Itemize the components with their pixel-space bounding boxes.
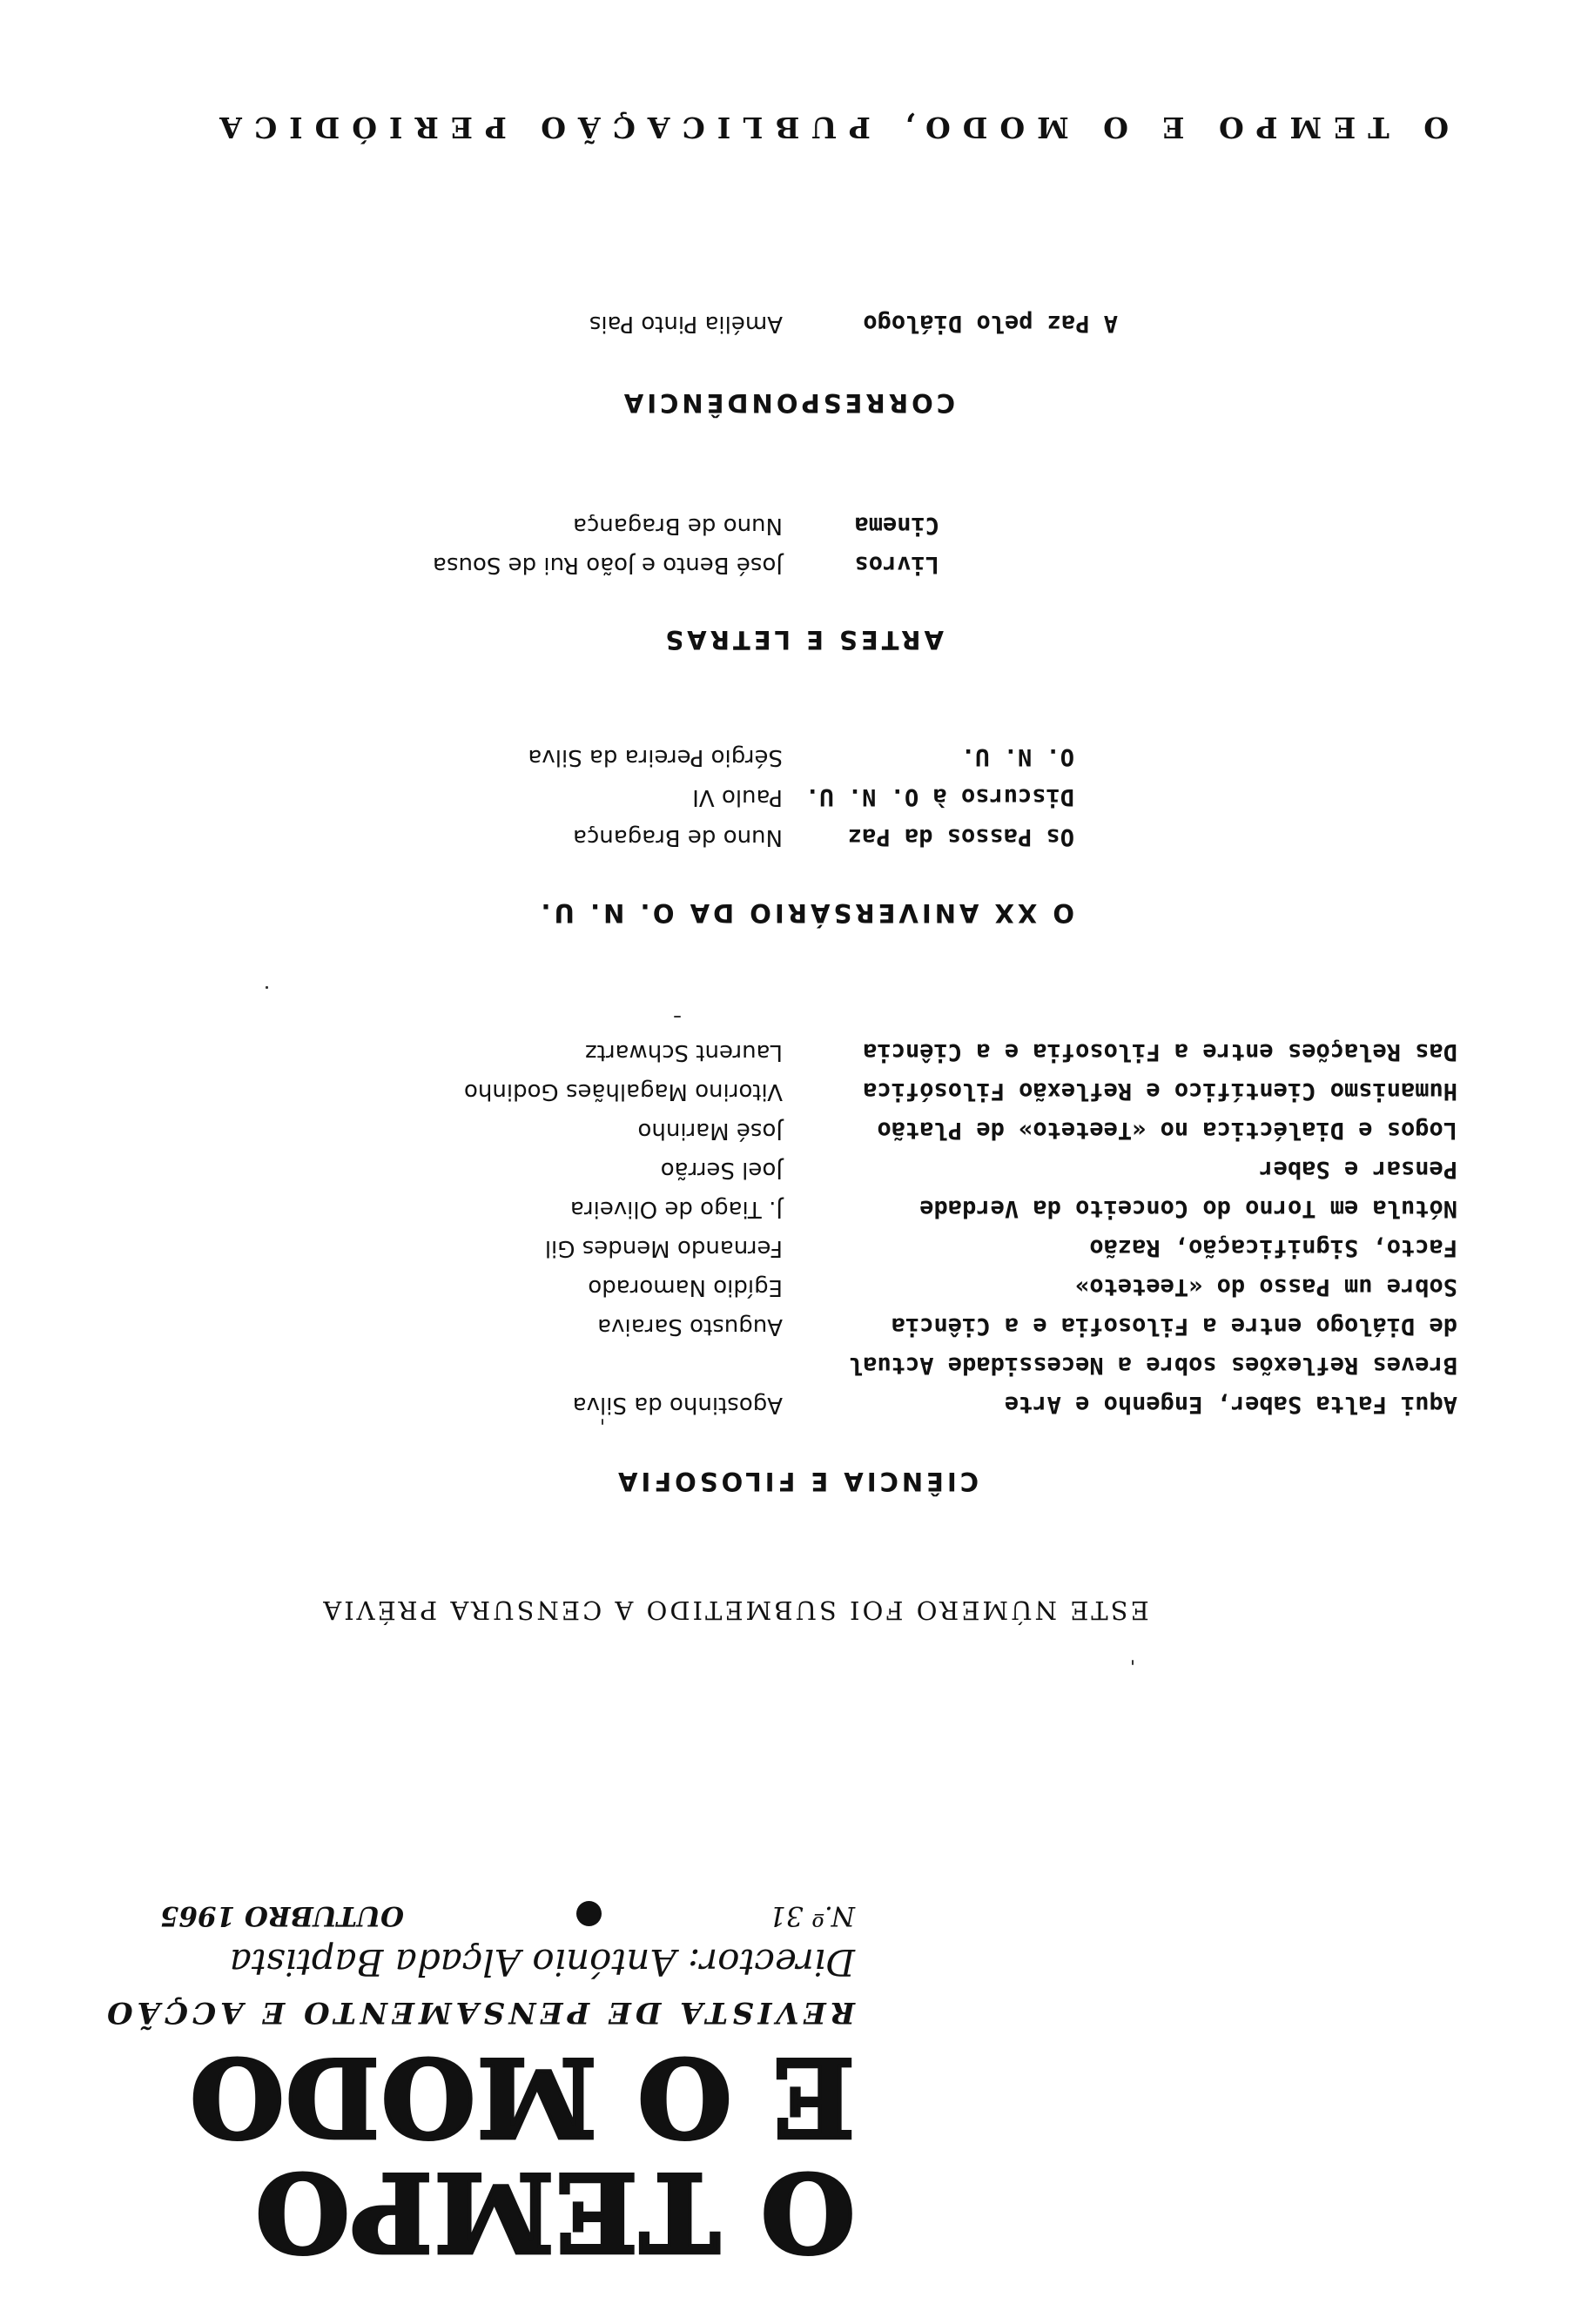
censorship-notice: ESTE NÚMERO FOI SUBMETIDO A CENSURA PRÉVIA	[320, 1595, 1149, 1625]
issue-date: OUTUBRO 1965	[159, 1900, 404, 1931]
article-title: Sobre um Passo do «Teeteto»	[1075, 1273, 1457, 1300]
article-title: Pensar e Saber	[1259, 1156, 1457, 1183]
article-author: Joel Serrão	[660, 1157, 783, 1183]
article-title: O. N. U.	[960, 743, 1074, 770]
footer-publication-line: O TEMPO E O MODO, PUBLICAÇÃO PERIÓDICA	[207, 111, 1449, 144]
article-author: Fernando Mendes Gil	[544, 1235, 783, 1261]
masthead-title-line-1: O TEMPO	[253, 2148, 855, 2274]
article-title: Nótula em Torno do Conceito da Verdade	[919, 1195, 1457, 1222]
article-title: A Paz pelo Diálogo	[863, 310, 1118, 337]
article-author: Sérgio Pereira da Silva	[528, 744, 783, 770]
masthead-title-line-2: E O MODO	[188, 2033, 855, 2159]
section-title-artes-letras: ARTES E LETRAS	[662, 625, 944, 655]
director-label: Director:	[688, 1941, 855, 1984]
article-author: Laurent Schwartz	[585, 1039, 783, 1065]
section-title-onu: O XX ANIVERSÁRIO DA O. N. U.	[537, 898, 1074, 928]
article-author: J. Tiago de Oliveira	[569, 1196, 783, 1222]
article-title: Breves Reflexões sobre a Necessidade Actual	[849, 1352, 1457, 1379]
section-title-ciencia-filosofia: CIÊNCIA E FILOSOFIA	[615, 1467, 979, 1496]
article-title: de Diálogo entre a Filosofia e a Ciência	[891, 1313, 1457, 1340]
scan-speck	[674, 1016, 681, 1018]
article-author: Agostinho da Silva	[572, 1392, 783, 1418]
article-author: Amélia Pinto Pais	[589, 311, 783, 337]
article-author: Paulo VI	[692, 784, 783, 810]
article-title: Aqui Falta Saber, Engenho e Arte	[1004, 1391, 1457, 1418]
scan-speck	[602, 1419, 603, 1425]
section-title-correspondencia: CORRESPONDÊNCIA	[620, 388, 955, 418]
director-credit	[230, 1941, 855, 1984]
article-author: Vitorino Magalhães Godinho	[464, 1078, 783, 1105]
article-title: Discurso à O. N. U.	[805, 783, 1074, 810]
article-author: José Marinho	[637, 1118, 783, 1144]
article-author: Egídio Namorado	[588, 1274, 783, 1300]
masthead-title	[71, 2033, 855, 2274]
article-title: Das Relações entre a Filosofia e a Ciência	[863, 1038, 1457, 1065]
article-title: Logos e Dialéctica no «Teeteto» de Platão	[877, 1117, 1457, 1144]
article-author: Nuno de Bragança	[573, 513, 783, 539]
article-title: Livros	[854, 551, 939, 578]
article-title: Facto, Significação, Razão	[1089, 1234, 1457, 1261]
scan-speck	[266, 986, 268, 989]
article-author: Augusto Saraiva	[597, 1313, 783, 1340]
director-name: António Alçada Baptista	[229, 1941, 676, 1984]
article-title: Cinema	[854, 512, 939, 539]
article-title: Humanismo Científico e Reflexão Filosófica	[863, 1078, 1457, 1105]
article-author: José Bento e João Rui de Sousa	[433, 552, 783, 578]
scan-speck	[1132, 1660, 1134, 1665]
masthead-subtitle: REVISTA DE PENSAMENTO E ACÇÃO	[102, 1995, 855, 2030]
article-author: Nuno de Bragança	[573, 824, 783, 850]
bullet-dot-icon	[576, 1901, 602, 1926]
issue-number: N.º 31	[769, 1900, 855, 1931]
article-title: Os Passos da Paz	[847, 823, 1074, 850]
